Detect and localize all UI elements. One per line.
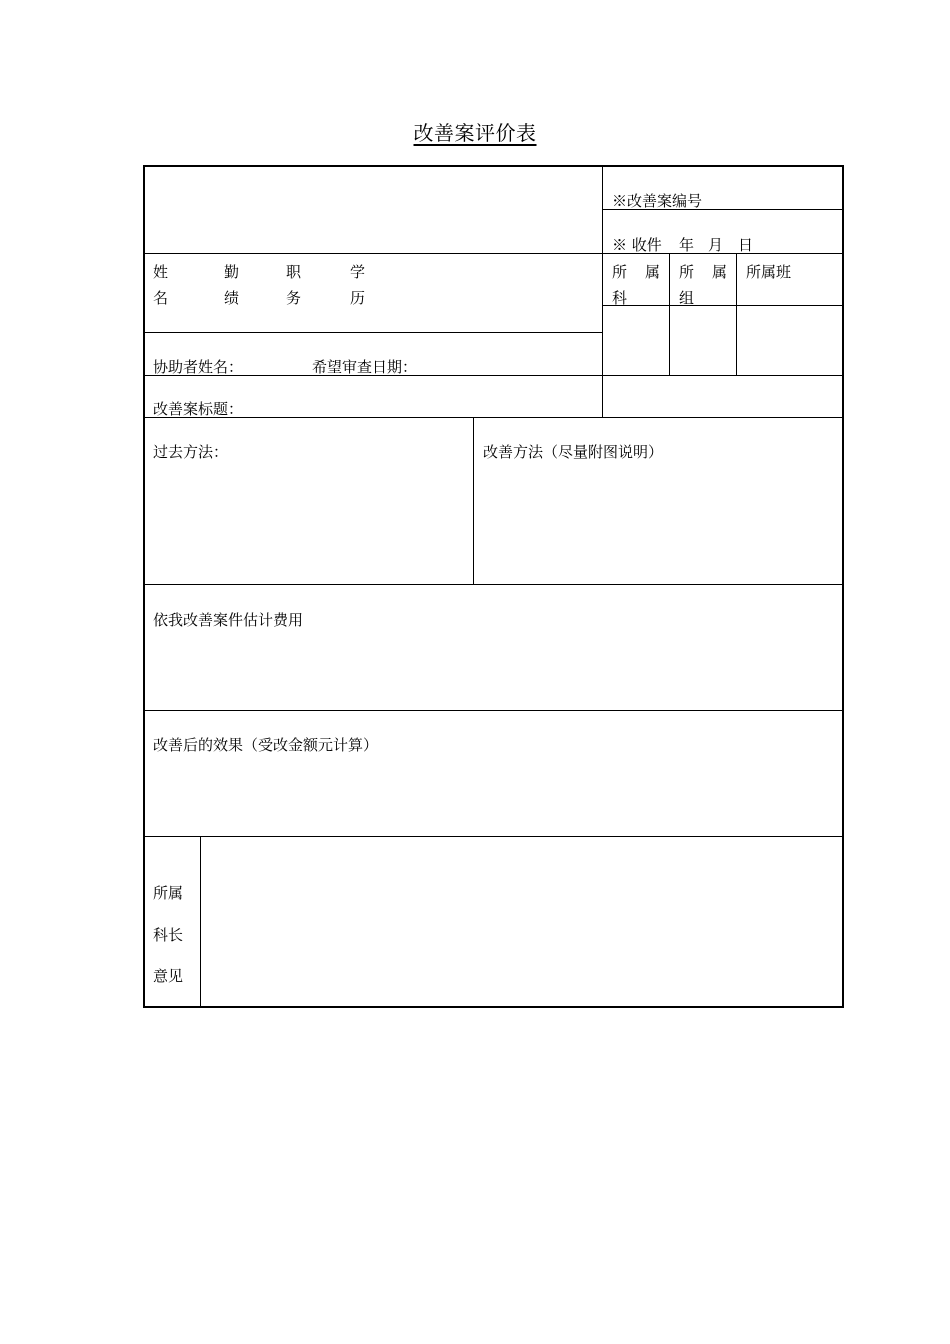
received-year-label: 年 <box>679 236 695 254</box>
name-label-bottom: 名 <box>153 289 169 307</box>
divider-methods <box>473 417 474 584</box>
page-title: 改善案评价表 <box>413 121 537 145</box>
team-label: 所属班 <box>746 263 792 281</box>
education-label-top: 学 <box>350 263 366 281</box>
divider-methods-row <box>144 584 843 585</box>
divider-dept-group-team <box>736 253 737 375</box>
section-label-char1: 所 <box>612 263 628 281</box>
position-label-bottom: 务 <box>286 289 302 307</box>
divider-right-column <box>602 166 603 417</box>
received-label: ※ 收件 <box>612 236 662 254</box>
assistant-name-label: 协助者姓名： <box>153 358 244 376</box>
review-date-label: 希望审查日期： <box>312 358 418 376</box>
divider-dept-section-group <box>669 253 670 375</box>
effect-label: 改善后的效果（受改金额元计算） <box>153 736 379 754</box>
education-label-bottom: 历 <box>350 289 366 307</box>
chief-opinion-label-line2: 科长 <box>153 926 184 944</box>
received-day-label: 日 <box>738 236 754 254</box>
past-method-label: 过去方法： <box>153 443 229 461</box>
divider-person-row <box>144 332 603 333</box>
group-label-char2: 属 <box>712 263 728 281</box>
section-label-char3: 科 <box>612 289 628 307</box>
divider-cost-row <box>144 710 843 711</box>
chief-opinion-label-line3: 意见 <box>153 967 184 985</box>
group-label-char1: 所 <box>679 263 695 281</box>
divider-title-row <box>144 417 843 418</box>
position-label-top: 职 <box>286 263 302 281</box>
chief-opinion-label-line1: 所属 <box>153 884 184 902</box>
estimated-cost-label: 依我改善案件估计费用 <box>153 611 304 629</box>
name-label-top: 姓 <box>153 263 169 281</box>
divider-effect-row <box>144 836 843 837</box>
proposal-number-label: ※改善案编号 <box>612 192 703 210</box>
attendance-label-top: 勤 <box>224 263 240 281</box>
proposal-title-label: 改善案标题： <box>153 400 244 418</box>
divider-dept-header <box>603 305 843 306</box>
divider-opinion-label <box>200 836 201 1006</box>
received-month-label: 月 <box>708 236 724 254</box>
improved-method-label: 改善方法（尽量附图说明） <box>483 443 664 461</box>
divider-assistant-row <box>144 375 843 376</box>
section-label-char2: 属 <box>645 263 661 281</box>
group-label-char3: 组 <box>679 289 695 307</box>
attendance-label-bottom: 绩 <box>224 289 240 307</box>
improvement-evaluation-form <box>143 165 844 1008</box>
